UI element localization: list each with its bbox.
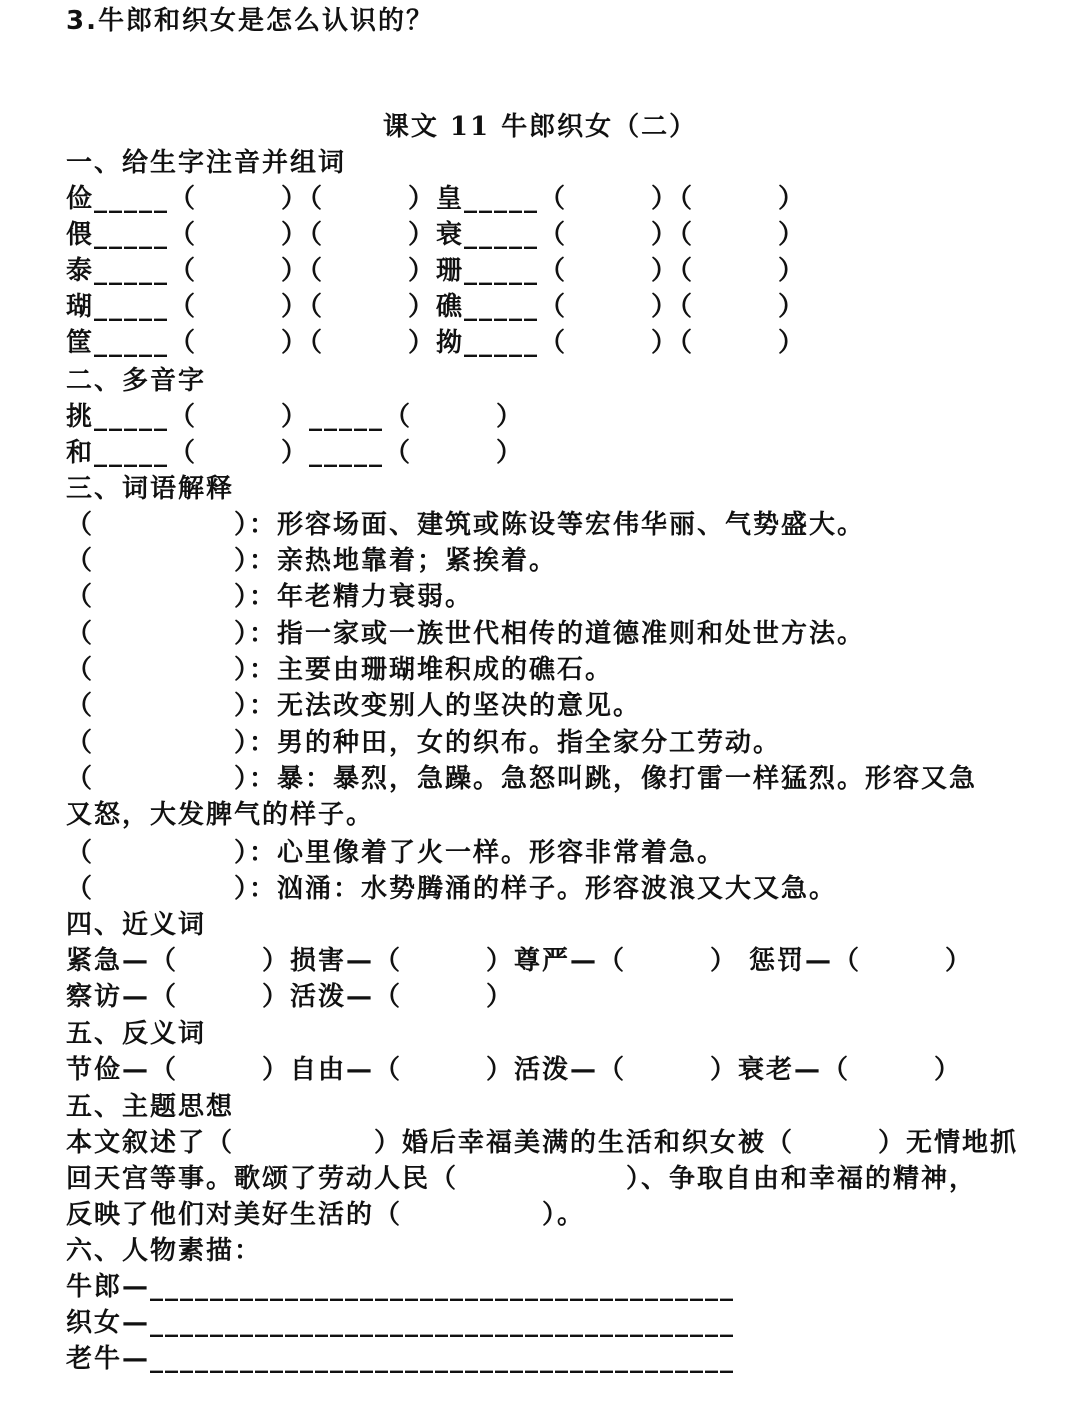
s4-row: 察访—（ ）活泼—（ ）	[66, 982, 515, 1012]
s1-row: 泰_____（ ）（ ）珊_____（ ）（ ）	[66, 256, 807, 286]
section-1-heading: 一、给生字注音并组词	[66, 148, 347, 178]
s3-row: （ ）：心里像着了火一样。形容非常着急。	[66, 838, 726, 868]
s3-row: （ ）：年老精力衰弱。	[66, 582, 474, 612]
section-7-heading: 六、人物素描：	[66, 1236, 263, 1266]
s1-row: 瑚_____（ ）（ ）礁_____（ ）（ ）	[66, 292, 807, 322]
s6-row: 本文叙述了（ ）婚后幸福美满的生活和织女被（ ）无情地抓	[66, 1128, 1019, 1158]
s3-row: （ ）：亲热地靠着；紧挨着。	[66, 546, 558, 576]
s3-row: （ ）：形容场面、建筑或陈设等宏伟华丽、气势盛大。	[66, 510, 866, 540]
page-title: 课文 11 牛郎织女（二）	[382, 112, 698, 142]
s1-row: 筐_____（ ）（ ）拗_____（ ）（ ）	[66, 328, 807, 358]
s3-row: 又怒，大发脾气的样子。	[66, 800, 375, 830]
s3-row: （ ）：无法改变别人的坚决的意见。	[66, 691, 642, 721]
s3-row: （ ）：主要由珊瑚堆积成的礁石。	[66, 655, 614, 685]
s1-row: 偎_____（ ）（ ）衰_____（ ）（ ）	[66, 220, 807, 250]
section-3-heading: 三、词语解释	[66, 474, 235, 504]
section-6-heading: 五、主题思想	[66, 1092, 235, 1122]
s7-row: 织女—_______________________________________	[66, 1308, 736, 1338]
s5-row: 节俭—（ ）自由—（ ）活泼—（ ）衰老—（ ）	[66, 1055, 963, 1085]
section-2-heading: 二、多音字	[66, 366, 207, 396]
s3-row: （ ）：男的种田，女的织布。指全家分工劳动。	[66, 728, 782, 758]
s6-row: 反映了他们对美好生活的（ ）。	[66, 1200, 586, 1230]
section-4-heading: 四、近义词	[66, 910, 207, 940]
s3-row: （ ）：指一家或一族世代相传的道德准则和处世方法。	[66, 619, 866, 649]
s3-row: （ ）：汹涌：水势腾涌的样子。形容波浪又大又急。	[66, 874, 838, 904]
s6-row: 回天宫等事。歌颂了劳动人民（ ）、争取自由和幸福的精神，	[66, 1164, 978, 1194]
s2-row: 挑_____（ ）_____（ ）	[66, 402, 525, 432]
s3-row: （ ）：暴：暴烈，急躁。急怒叫跳，像打雷一样猛烈。形容又急	[66, 764, 978, 794]
section-5-heading: 五、反义词	[66, 1019, 207, 1049]
s4-row: 紧急—（ ）损害—（ ）尊严—（ ） 惩罚—（ ）	[66, 946, 974, 976]
s1-row: 俭_____（ ）（ ）皇_____（ ）（ ）	[66, 184, 807, 214]
s7-row: 老牛—_______________________________________	[66, 1344, 736, 1374]
s2-row: 和_____（ ）_____（ ）	[66, 438, 525, 468]
question-3: 3.牛郎和织女是怎么认识的？	[66, 6, 434, 36]
s7-row: 牛郎—_______________________________________	[66, 1272, 736, 1302]
